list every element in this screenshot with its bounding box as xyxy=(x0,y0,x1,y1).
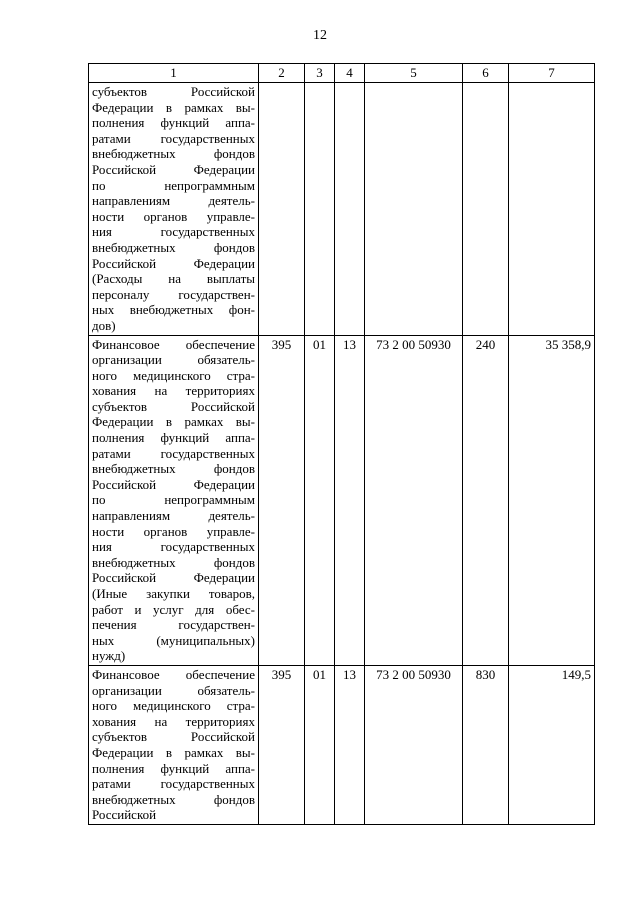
table-row xyxy=(89,83,595,336)
description-line: ния государственных xyxy=(92,224,255,240)
description-line: ности органов управле- xyxy=(92,523,255,539)
description-line: полнения функций аппа- xyxy=(92,115,255,131)
description-line: по непрограммным xyxy=(92,492,255,508)
row-amount: 35 358,9 xyxy=(509,335,595,665)
description-line: персоналу государствен- xyxy=(92,286,255,302)
description-line: организации обязатель- xyxy=(92,682,255,698)
description-line: Федерации в рамках вы- xyxy=(92,414,255,430)
description-line: Российской Федерации xyxy=(92,570,255,586)
description-line: направлениям деятель- xyxy=(92,193,255,209)
description-line: ратами государственных xyxy=(92,776,255,792)
row-amount: 149,5 xyxy=(509,665,595,824)
header-col-4: 4 xyxy=(335,64,365,83)
description-line: внебюджетных фондов xyxy=(92,461,255,477)
description-line: субъектов Российской xyxy=(92,398,255,414)
row-target-article: 73 2 00 50930 xyxy=(365,335,463,665)
description-line: ного медицинского стра- xyxy=(92,698,255,714)
description-line: Российской xyxy=(92,807,157,823)
description-line: внебюджетных фондов xyxy=(92,239,255,255)
row-section: 01 xyxy=(305,665,335,824)
table-row xyxy=(89,665,595,824)
row-subsection xyxy=(335,83,365,336)
row-expense-type: 240 xyxy=(463,335,509,665)
row-admin-code xyxy=(259,83,305,336)
row-subsection: 13 xyxy=(335,665,365,824)
row-admin-code: 395 xyxy=(259,665,305,824)
budget-table xyxy=(88,63,595,825)
description-line: Федерации в рамках вы- xyxy=(92,99,255,115)
description-line: субъектов Российской xyxy=(92,729,255,745)
description-line: ния государственных xyxy=(92,539,255,555)
page-number: 12 xyxy=(313,28,327,43)
description-line: хования на территориях xyxy=(92,713,255,729)
header-row xyxy=(89,64,595,83)
description-line: внебюджетных фондов xyxy=(92,791,255,807)
row-description xyxy=(89,665,259,824)
row-section xyxy=(305,83,335,336)
row-target-article: 73 2 00 50930 xyxy=(365,665,463,824)
description-line: ности органов управле- xyxy=(92,208,255,224)
description-line: Российской Федерации xyxy=(92,476,255,492)
description-line: нужд) xyxy=(92,648,126,664)
row-amount xyxy=(509,83,595,336)
description-line: Финансовое обеспечение xyxy=(92,666,255,682)
description-line: работ и услуг для обес- xyxy=(92,601,255,617)
description-line: (Расходы на выплаты xyxy=(92,271,255,287)
description-line: ратами государственных xyxy=(92,130,255,146)
description-line: полнения функций аппа- xyxy=(92,760,255,776)
row-subsection: 13 xyxy=(335,335,365,665)
description-line: ных (муниципальных) xyxy=(92,632,255,648)
header-col-3: 3 xyxy=(305,64,335,83)
description-line: Федерации в рамках вы- xyxy=(92,744,255,760)
row-expense-type: 830 xyxy=(463,665,509,824)
description-line: дов) xyxy=(92,317,116,333)
description-line: внебюджетных фондов xyxy=(92,146,255,162)
row-target-article xyxy=(365,83,463,336)
table-header xyxy=(89,64,595,83)
description-line: полнения функций аппа- xyxy=(92,430,255,446)
description-line: субъектов Российской xyxy=(92,84,255,99)
description-line: хования на территориях xyxy=(92,383,255,399)
description-line: Финансовое обеспечение xyxy=(92,336,255,352)
row-section: 01 xyxy=(305,335,335,665)
row-description xyxy=(89,83,259,336)
row-expense-type xyxy=(463,83,509,336)
description-line: ратами государственных xyxy=(92,445,255,461)
table-row xyxy=(89,335,595,665)
header-col-6: 6 xyxy=(463,64,509,83)
header-col-5: 5 xyxy=(365,64,463,83)
row-description xyxy=(89,335,259,665)
description-line: (Иные закупки товаров, xyxy=(92,586,255,601)
header-col-7: 7 xyxy=(509,64,595,83)
description-line: по непрограммным xyxy=(92,177,255,193)
table-body xyxy=(89,83,595,825)
header-col-2: 2 xyxy=(259,64,305,83)
header-col-1: 1 xyxy=(89,64,259,83)
description-line: организации обязатель- xyxy=(92,352,255,368)
row-admin-code: 395 xyxy=(259,335,305,665)
description-line: Российской Федерации xyxy=(92,255,255,271)
description-line: печения государствен- xyxy=(92,617,255,633)
description-line: ного медицинского стра- xyxy=(92,367,255,383)
description-line: Российской Федерации xyxy=(92,161,255,177)
description-line: ных внебюджетных фон- xyxy=(92,302,255,318)
description-line: внебюджетных фондов xyxy=(92,554,255,570)
description-line: направлениям деятель- xyxy=(92,508,255,524)
